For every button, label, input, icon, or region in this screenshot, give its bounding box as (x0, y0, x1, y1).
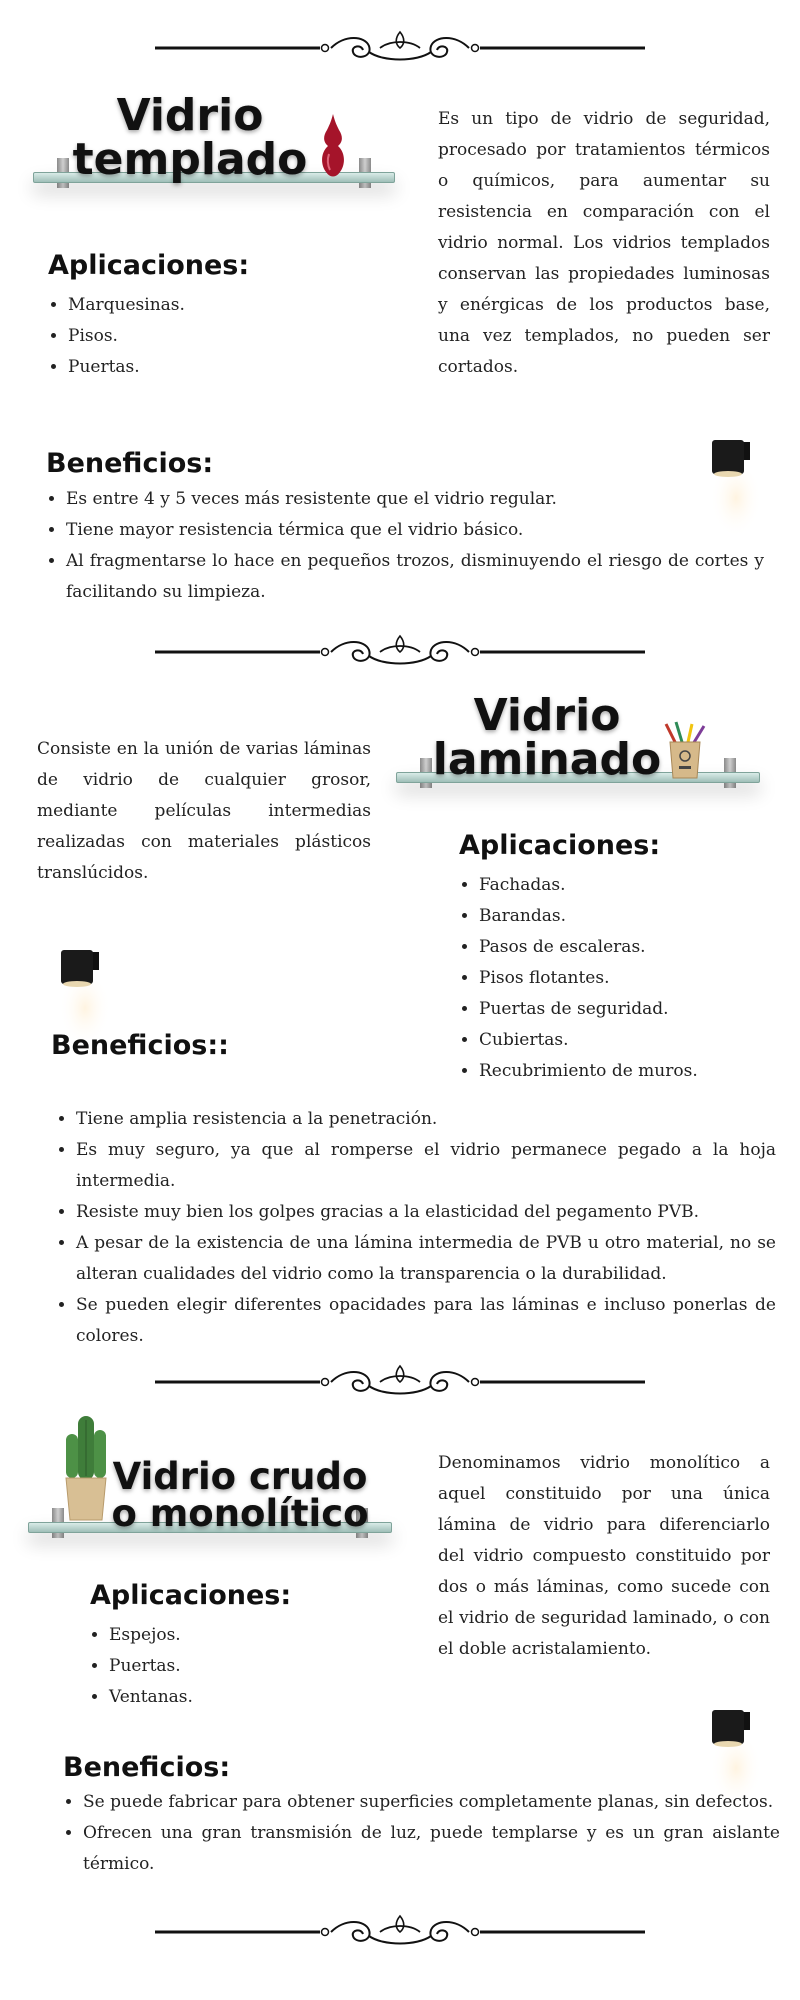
section-title (106, 1455, 374, 1535)
list-item: • Marquesinas. (68, 290, 368, 321)
list-item: • Puertas. (109, 1651, 409, 1682)
ornament-divider-icon (155, 28, 645, 68)
benefits-heading: Beneficios: (63, 1752, 231, 1783)
list-item: • Ventanas. (109, 1682, 409, 1713)
pencil-cup-icon (662, 720, 708, 780)
benefits-list (63, 1787, 780, 1880)
list-item: • Tiene amplia resistencia a la penetración. (76, 1104, 776, 1135)
list-item: • Se puede fabricar para obtener superficies completamente planas, sin defectos. (83, 1787, 780, 1818)
section-description: Denominamos vidrio monolítico a aquel constituido por una única lámina de vidrio para diferenciarlo del vidrio compuesto constituido por dos o más láminas, como sucede con el vidrio de seguridad laminado, o con el doble acristalamiento. (438, 1453, 770, 1659)
benefits-list (56, 1104, 776, 1352)
applications-list (89, 1620, 409, 1713)
applications-heading: Aplicaciones: (90, 1580, 292, 1611)
list-item: • Al fragmentarse lo hace en pequeños trozos, disminuyendo el riesgo de cortes y facilitando su limpieza. (66, 546, 764, 608)
list-item: • Ofrecen una gran transmisión de luz, puede templarse y es un gran aislante térmico. (83, 1818, 780, 1880)
title-line-2: o monolítico (111, 1492, 369, 1535)
applications-list (48, 290, 368, 383)
list-item: • Tiene mayor resistencia térmica que el vidrio básico. (66, 515, 764, 546)
applications-heading: Aplicaciones: (48, 250, 250, 281)
list-item: • Pisos flotantes. (479, 963, 799, 994)
list-item: • Cubiertas. (479, 1025, 799, 1056)
section-title (420, 690, 674, 785)
list-item: • Espejos. (109, 1620, 409, 1651)
list-item: • Puertas de seguridad. (479, 994, 799, 1025)
list-item: • Barandas. (479, 901, 799, 932)
ornament-divider-icon (155, 1362, 645, 1402)
section-title (60, 90, 320, 185)
section-description: Es un tipo de vidrio de seguridad, procesado por tratamientos térmicos o químicos, para aumentar su resistencia en comparación con el vidrio normal. Los vidrios templados conservan las propiedades luminosas y enérgicas de los productos base, una vez templados, no pueden ser cortados. (438, 109, 770, 377)
cactus-pot-icon (62, 1412, 110, 1524)
title-line-1: Vidrio (473, 690, 621, 741)
ornament-divider-icon (155, 1912, 645, 1952)
benefits-heading: Beneficios: (46, 448, 214, 479)
list-item: • Es entre 4 y 5 veces más resistente que el vidrio regular. (66, 484, 764, 515)
title-line-1: Vidrio (116, 90, 264, 141)
ornament-divider-icon (155, 632, 645, 672)
list-item: • A pesar de la existencia de una lámina intermedia de PVB u otro material, no se alteran cualidades del vidrio como la transparencia o la durabilidad. (76, 1228, 776, 1290)
benefits-heading: Beneficios:: (51, 1030, 229, 1061)
applications-list (459, 870, 799, 1087)
list-item: • Es muy seguro, ya que al romperse el vidrio permanece pegado a la hoja intermedia. (76, 1135, 776, 1197)
list-item: • Puertas. (68, 352, 368, 383)
red-vase-icon (318, 112, 348, 180)
section-description: Consiste en la unión de varias láminas de vidrio de cualquier grosor, mediante películas intermedias realizadas con materiales plásticos translúcidos. (37, 739, 371, 883)
list-item: • Recubrimiento de muros. (479, 1056, 799, 1087)
title-line-1: Vidrio crudo (112, 1455, 368, 1498)
title-line-2: laminado (432, 734, 662, 785)
list-item: • Se pueden elegir diferentes opacidades para las láminas e incluso ponerlas de colores. (76, 1290, 776, 1352)
title-line-2: templado (72, 134, 308, 185)
list-item: • Fachadas. (479, 870, 799, 901)
list-item: • Pisos. (68, 321, 368, 352)
list-item: • Resiste muy bien los golpes gracias a la elasticidad del pegamento PVB. (76, 1197, 776, 1228)
benefits-list (46, 484, 764, 608)
applications-heading: Aplicaciones: (459, 830, 661, 861)
list-item: • Pasos de escaleras. (479, 932, 799, 963)
